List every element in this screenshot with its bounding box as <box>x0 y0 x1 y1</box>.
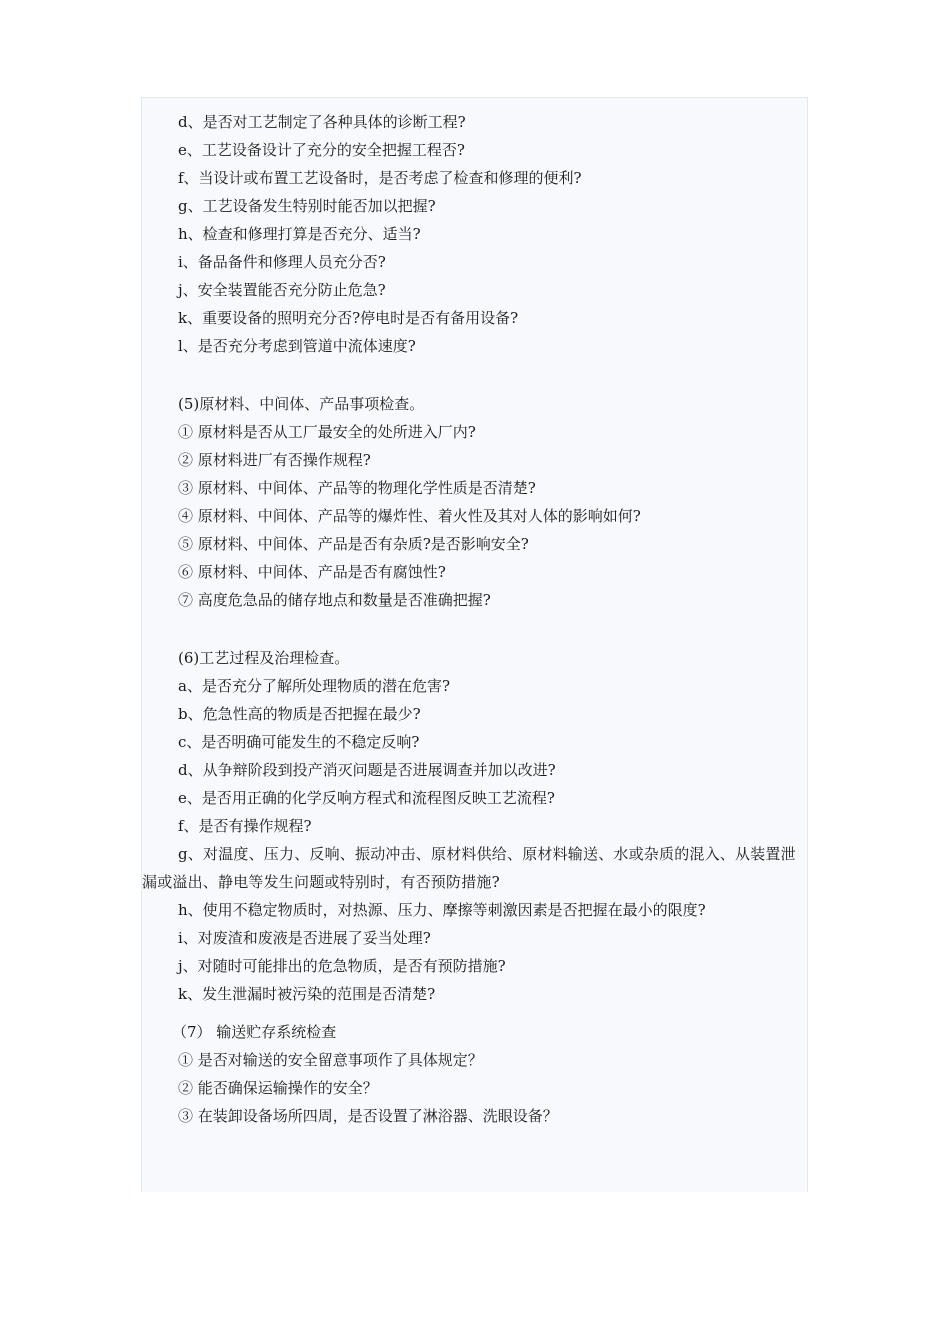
section7 <box>142 1018 804 1130</box>
list-item: k、重要设备的照明充分否?停电时是否有备用设备? <box>178 309 519 327</box>
list-item: a、是否充分了解所处理物质的潜在危害? <box>178 677 450 695</box>
list-item: ③ 在装卸设备场所四周，是否设置了淋浴器、洗眼设备？ <box>178 1107 558 1125</box>
list-item: ① 原材料是否从工厂最安全的处所进入厂内? <box>178 423 476 441</box>
list-item: g、工艺设备发生特别时能否加以把握? <box>178 197 436 215</box>
list-item: ⑥ 原材料、中间体、产品是否有腐蚀性? <box>178 563 446 581</box>
list-item: d、从争辩阶段到投产消灭问题是否进展调查并加以改进? <box>178 761 556 779</box>
list-item: f、当设计或布置工艺设备时，是否考虑了检查和修理的便利? <box>178 169 582 187</box>
list-item: i、对废渣和废液是否进展了妥当处理? <box>178 929 431 947</box>
list-item: i、备品备件和修理人员充分否? <box>178 253 386 271</box>
list-item: f、是否有操作规程? <box>178 817 312 835</box>
list-item: ④ 原材料、中间体、产品等的爆炸性、着火性及其对人体的影响如何? <box>178 507 641 525</box>
list-item: ⑤ 原材料、中间体、产品是否有杂质?是否影响安全? <box>178 535 529 553</box>
section5 <box>142 390 804 614</box>
list-item: ② 原材料进厂有否操作规程? <box>178 451 371 469</box>
list-item: e、是否用正确的化学反响方程式和流程图反映工艺流程? <box>178 789 555 807</box>
list-item: h、检查和修理打算是否充分、适当? <box>178 225 421 243</box>
section5-heading: (5)原材料、中间体、产品事项检查。 <box>178 395 425 413</box>
section6 <box>142 644 804 1008</box>
list-item: ① 是否对输送的安全留意事项作了具体规定？ <box>178 1051 483 1069</box>
list-item-wrapped: g、对温度、压力、反响、振动冲击、原材料供给、原材料输送、水或杂质的混入、从装置泄漏或溢出、静电等发生问题或特别时，有否预防措施? <box>142 845 796 891</box>
list-item: e、工艺设备设计了充分的安全把握工程否? <box>178 141 465 159</box>
list-item: b、危急性高的物质是否把握在最少? <box>178 705 421 723</box>
list-item: ② 能否确保运输操作的安全？ <box>178 1079 378 1097</box>
list-item: l、是否充分考虑到管道中流体速度? <box>178 337 416 355</box>
spacer <box>142 360 804 390</box>
list-item: j、安全装置能否充分防止危急? <box>178 281 386 299</box>
list-item: h、使用不稳定物质时，对热源、压力、摩擦等刺激因素是否把握在最小的限度? <box>178 901 706 919</box>
document-content <box>142 108 804 1130</box>
section4-list <box>142 108 804 360</box>
list-item: d、是否对工艺制定了各种具体的诊断工程? <box>178 113 466 131</box>
list-item: ③ 原材料、中间体、产品等的物理化学性质是否清楚? <box>178 479 536 497</box>
spacer <box>142 1008 804 1018</box>
spacer <box>142 614 804 644</box>
list-item: ⑦ 高度危急品的储存地点和数量是否准确把握? <box>178 591 491 609</box>
list-item: c、是否明确可能发生的不稳定反响? <box>178 733 420 751</box>
document-panel <box>141 97 808 1192</box>
section6-heading: (6)工艺过程及治理检查。 <box>178 649 350 667</box>
list-item: k、发生泄漏时被污染的范围是否清楚? <box>178 985 436 1003</box>
section7-heading: （7） 输送贮存系统检查 <box>172 1023 337 1041</box>
list-item: j、对随时可能排出的危急物质，是否有预防措施? <box>178 957 506 975</box>
